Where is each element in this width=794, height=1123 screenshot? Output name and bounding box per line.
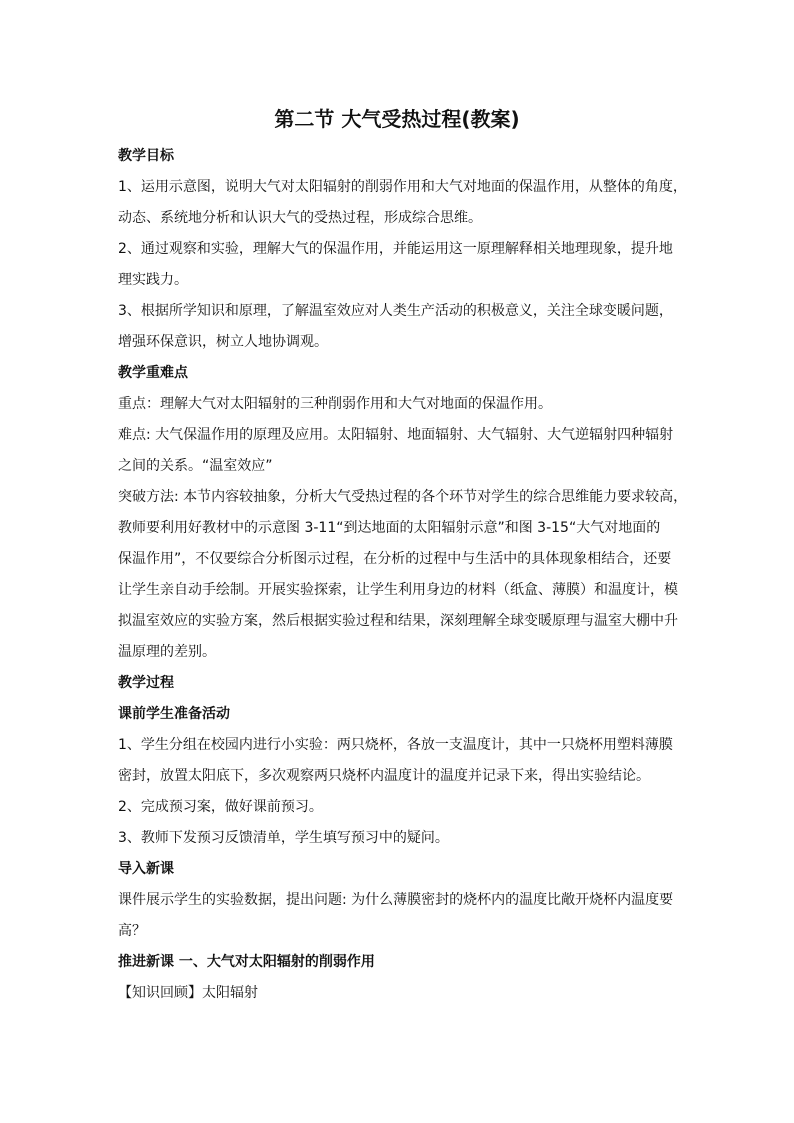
activity-1-line-1: 1、学生分组在校园内进行小实验：两只烧杯，各放一支温度计，其中一只烧杯用塑料薄膜 [118,737,673,753]
difficult-point-line-1: 难点: 大气保温作用的原理及应用。太阳辐射、地面辐射、大气辐射、大气逆辐射四种辐射 [118,427,674,443]
introduction-line-2: 高？ [118,923,146,939]
heading-introduction: 导入新课 [118,861,174,877]
breakthrough-line-6: 温原理的差别。 [118,644,216,660]
heading-teaching-process: 教学过程 [118,675,174,691]
page-title: 第二节 大气受热过程(教案) [274,107,520,131]
objective-3-line-2: 增强环保意识，树立人地协调观。 [118,334,328,350]
heading-key-difficult-points: 教学重难点 [118,365,188,381]
breakthrough-line-4: 让学生亲自动手绘制。开展实验探索，让学生利用身边的材料（纸盒、薄膜）和温度计，模 [118,582,678,598]
activity-1-line-2: 密封，放置太阳底下，多次观察两只烧杯内温度计的温度并记录下来，得出实验结论。 [118,768,650,784]
objective-1-line-2: 动态、系统地分析和认识大气的受热过程，形成综合思维。 [118,210,482,226]
heading-new-lesson: 推进新课 一、大气对太阳辐射的削弱作用 [118,954,375,970]
objective-2-line-2: 理实践力。 [118,272,188,288]
objective-1-line-1: 1、运用示意图，说明大气对太阳辐射的削弱作用和大气对地面的保温作用，从整体的角度， [118,179,687,195]
breakthrough-line-1: 突破方法: 本节内容较抽象，分析大气受热过程的各个环节对学生的综合思维能力要求较高， [118,489,688,505]
objective-2-line-1: 2、通过观察和实验，理解大气的保温作用，并能运用这一原理解释相关地理现象，提升地 [118,241,673,257]
activity-3: 3、教师下发预习反馈清单，学生填写预习中的疑问。 [118,830,449,846]
heading-teaching-objectives: 教学目标 [118,148,174,164]
breakthrough-line-5: 拟温室效应的实验方案，然后根据实验过程和结果，深刻理解全球变暖原理与温室大棚中升 [118,613,678,629]
knowledge-review: 【知识回顾】太阳辐射 [118,985,258,1001]
key-point-text: 重点：理解大气对太阳辐射的三种削弱作用和大气对地面的保温作用。 [118,396,552,412]
breakthrough-line-2: 教师要利用好教材中的示意图 3-11“到达地面的太阳辐射示意”和图 3-15“大气对地面的 [118,520,661,536]
heading-pre-class-activity: 课前学生准备活动 [118,706,230,722]
activity-2: 2、完成预习案，做好课前预习。 [118,799,323,815]
breakthrough-line-3: 保温作用”，不仅要综合分析图示过程，在分析的过程中与生活中的具体现象相结合，还要 [118,551,672,567]
difficult-point-line-2: 之间的关系。“温室效应” [118,458,273,474]
objective-3-line-1: 3、根据所学知识和原理，了解温室效应对人类生产活动的积极意义，关注全球变暖问题， [118,303,673,319]
introduction-line-1: 课件展示学生的实验数据，提出问题: 为什么薄膜密封的烧杯内的温度比敞开烧杯内温度要 [118,892,674,908]
